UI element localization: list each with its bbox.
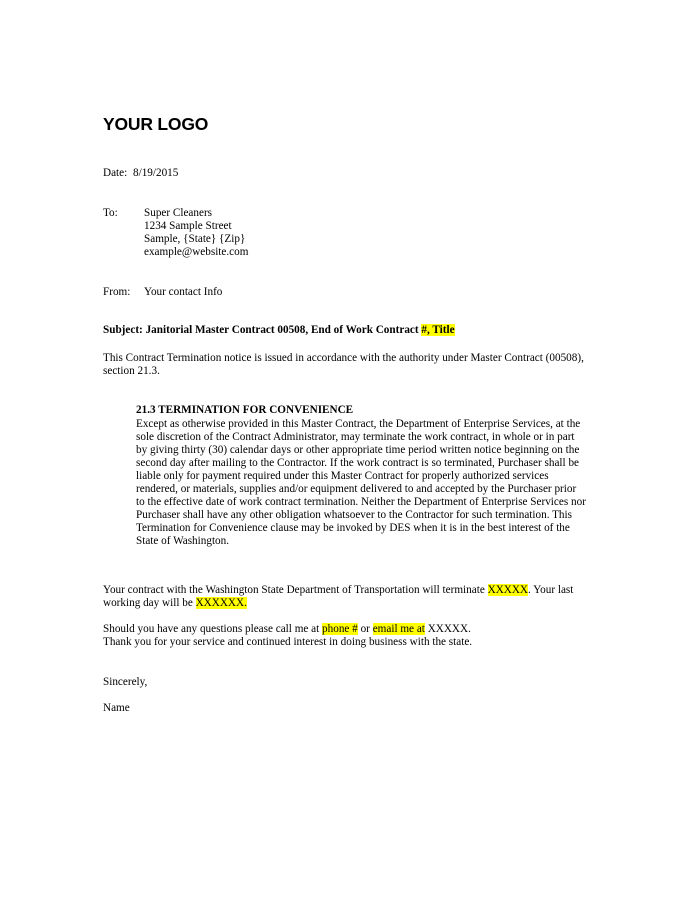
terminate-date-highlight: XXXXX bbox=[487, 584, 529, 596]
to-label: To: bbox=[103, 207, 118, 219]
section-line: rendered, or materials, supplies and/or equipment delivered to and accepted by the Purchaser prior bbox=[136, 483, 577, 495]
to-email: example@website.com bbox=[144, 246, 249, 258]
subject-highlight: #, Title bbox=[421, 324, 455, 336]
section-line: to the effective date of work contract termination. Neither the Department of Enterprise Services nor bbox=[136, 496, 586, 508]
subject-line bbox=[103, 324, 455, 336]
date-label: Date: bbox=[103, 167, 128, 179]
logo: YOUR LOGO bbox=[103, 114, 209, 134]
closing: Sincerely, bbox=[103, 676, 148, 688]
subject-text: Subject: Janitorial Master Contract 00508, End of Work Contract bbox=[103, 324, 422, 336]
section-line: by giving thirty (30) calendar days or other appropriate time period written notice beginning on the bbox=[136, 444, 580, 456]
from-label: From: bbox=[103, 286, 131, 298]
last-day-highlight: XXXXXX. bbox=[195, 597, 247, 609]
section-line: Termination for Convenience clause may be invoked by DES when it is in the best interest of the bbox=[136, 522, 570, 534]
section-line: State of Washington. bbox=[136, 535, 230, 547]
section-heading: 21.3 TERMINATION FOR CONVENIENCE bbox=[136, 404, 354, 416]
section-line: liable only for payment required under this Master Contract for properly authorized services bbox=[136, 470, 549, 482]
section-line: sole discretion of the Contract Administrator, may terminate the work contract, in whole or in part bbox=[136, 431, 575, 443]
section-line: Except as otherwise provided in this Master Contract, the Department of Enterprise Services, at the bbox=[136, 418, 581, 430]
to-line: Super Cleaners bbox=[144, 207, 213, 219]
section-line: Purchaser shall have any other obligation whatsoever to the Contractor for such termination. This bbox=[136, 509, 572, 521]
email-highlight: email me at bbox=[372, 623, 425, 635]
date-value: 8/19/2015 bbox=[133, 167, 179, 179]
to-line: Sample, {State} {Zip} bbox=[144, 233, 246, 245]
thanks-line: Thank you for your service and continued interest in doing business with the state. bbox=[103, 636, 473, 648]
from-value: Your contact Info bbox=[144, 286, 223, 298]
last-day-line: working day will be XXXXXX. bbox=[103, 597, 247, 609]
intro-line: This Contract Termination notice is issued in accordance with the authority under Master Contract (00508), bbox=[103, 352, 584, 364]
phone-highlight: phone # bbox=[322, 623, 358, 635]
terminate-line: Your contract with the Washington State Department of Transportation will terminate XXXXX. Your last bbox=[103, 584, 574, 596]
signature-name: Name bbox=[103, 702, 130, 714]
intro-line: section 21.3. bbox=[103, 365, 160, 377]
to-line: 1234 Sample Street bbox=[144, 220, 232, 232]
questions-line: Should you have any questions please call me at phone # or email me at XXXXX. bbox=[103, 623, 471, 635]
section-line: second day after mailing to the Contractor. If the work contract is so terminated, Purchaser shall be bbox=[136, 457, 580, 469]
